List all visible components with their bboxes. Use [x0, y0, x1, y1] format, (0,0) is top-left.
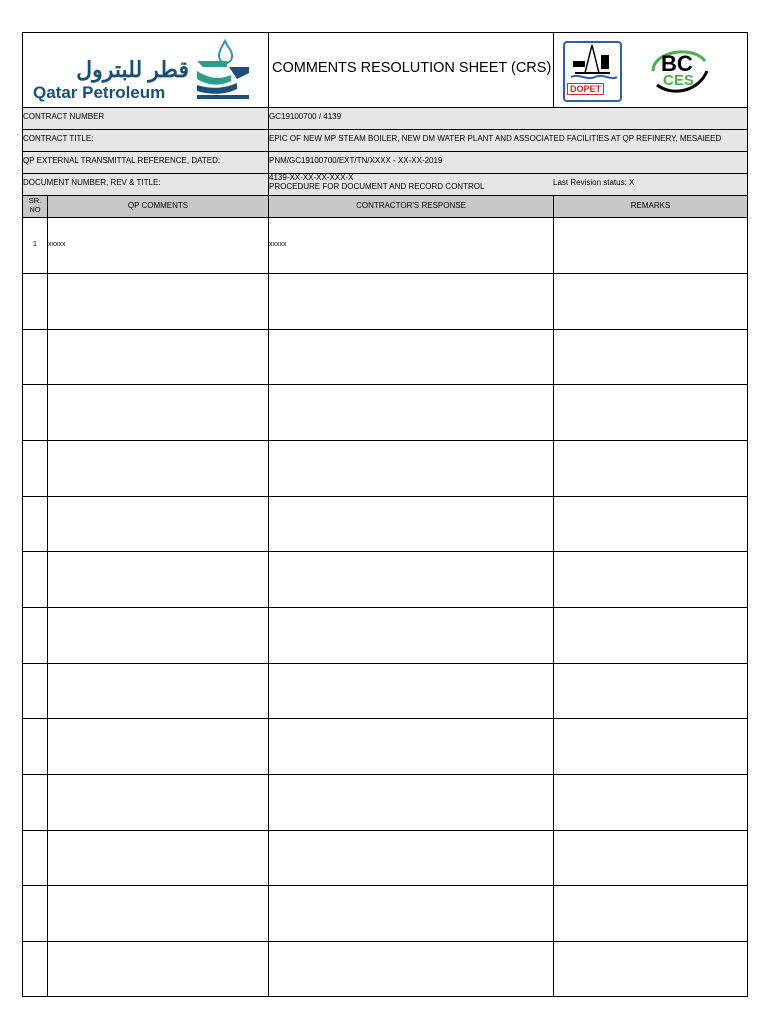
bcces-logo: [643, 41, 713, 101]
qp-english-name: Qatar Petroleum: [33, 83, 166, 102]
qp-arabic-name: قطر للبترول: [76, 57, 189, 82]
row-1-comment[interactable]: xxxxx: [48, 241, 66, 248]
transmittal-value: PNM/GC19100700/EXT/TN/XXXX - XX-XX-2019: [269, 156, 443, 165]
contract-title-label: CONTRACT TITLE:: [23, 134, 94, 143]
contract-number-value: GC19100700 / 4139: [269, 112, 342, 121]
ces-label: CES: [663, 72, 694, 89]
oil-rig-icon: [565, 43, 620, 83]
col-header-qp-comments: QP COMMENTS: [127, 201, 189, 210]
row-1-response[interactable]: xxxxx: [269, 241, 287, 248]
crs-sheet: [22, 32, 748, 997]
col-header-remarks: REMARKS: [630, 201, 671, 210]
col-header-sr-no: SR. NO: [28, 196, 42, 214]
document-title: PROCEDURE FOR DOCUMENT AND RECORD CONTROL: [269, 182, 485, 191]
page-title: COMMENTS RESOLUTION SHEET (CRS): [272, 60, 552, 76]
row-1-sr: 1: [33, 241, 37, 248]
contract-number-label: CONTRACT NUMBER: [23, 112, 105, 121]
col-header-contractor-response: CONTRACTOR'S RESPONSE: [356, 201, 466, 210]
dopet-label: DOPET: [567, 83, 604, 95]
bc-label: BC: [661, 51, 693, 76]
info-row-contract-number: [23, 107, 747, 129]
contract-title-value: EPIC OF NEW MP STEAM BOILER, NEW DM WATER PLANT AND ASSOCIATED FACILITIES AT QP REFINERY, MESAIEED: [269, 134, 722, 143]
last-revision-status: Last Revision status: X: [553, 178, 635, 187]
document-label: DOCUMENT NUMBER, REV & TITLE:: [23, 178, 161, 187]
dopet-logo: [563, 41, 622, 102]
transmittal-label: QP EXTERNAL TRANSMITTAL REFERENCE, DATED:: [23, 156, 221, 165]
qp-logo: [27, 37, 265, 103]
document-number: 4139-XX-XX-XX-XXX-X: [269, 173, 354, 182]
